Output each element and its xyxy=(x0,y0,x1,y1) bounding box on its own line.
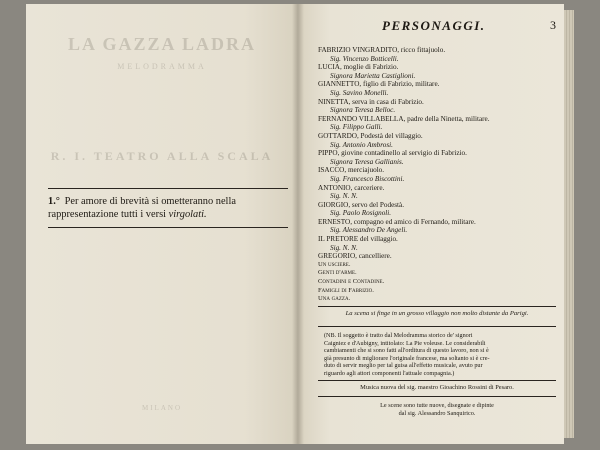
music-credit: Musica nuova del sig. maestro Gioachino Rossini di Pesaro. xyxy=(360,384,514,391)
cast-actor: Signora Teresa Gallianis. xyxy=(330,157,404,166)
cast-actor: Signora Marietta Castiglioni. xyxy=(330,71,416,80)
nb-line: già presunto di migliorare l'originale francese, ma soltanto si è cre- xyxy=(324,354,490,362)
scenery-line-2: dal sig. Alessandro Sanquirico. xyxy=(398,410,476,417)
cast-role: ANTONIO, carceriere. xyxy=(318,183,385,192)
extra-role: Contadini e Contadine. xyxy=(318,278,385,286)
cast-role: GIANNETTO, figlio di Fabrizio, militare. xyxy=(318,80,440,89)
cast-role: PIPPO, giovine contadinello al servigio di Fabrizio. xyxy=(318,149,467,158)
cast-actor: Sig. N. N. xyxy=(330,192,358,201)
nb-line: Caigniez e d'Aubigny, intitolato: La Pie voleuse. Le considerabili xyxy=(324,339,486,347)
note-text-1: Per amore di brevità si ometteranno nella xyxy=(64,196,236,207)
cast-role: GREGORIO, cancelliere. xyxy=(318,252,392,261)
cast-actor: Sig. Vincenzo Botticelli. xyxy=(330,54,399,63)
brevity-note xyxy=(48,188,288,228)
cast-role: ERNESTO, compagno ed amico di Fernando, militare. xyxy=(318,217,476,226)
nb-line: cambiamenti che si sono fatti all'orditura di questo lavoro, non si è xyxy=(324,347,489,355)
cast-list xyxy=(318,46,558,304)
scenery-line-1: Le scene sono tutte nuove, disegnate e dipinte xyxy=(380,402,494,409)
extra-role: Famigli di Fabrizio. xyxy=(318,286,374,294)
faded-theatre: R. I. TEATRO ALLA SCALA xyxy=(50,149,274,163)
open-book xyxy=(6,4,594,444)
book-gutter xyxy=(292,4,304,444)
scenery-credit xyxy=(318,402,556,418)
note-line-2 xyxy=(48,208,288,221)
cast-role: FERNANDO VILLABELLA, padre della Ninetta, militare. xyxy=(318,114,490,123)
cast-role: LUCIA, moglie di Fabrizio. xyxy=(318,63,399,72)
note-line-1 xyxy=(48,195,288,208)
cast-actor: Sig. Paolo Rosignoli. xyxy=(330,209,392,218)
faded-title: LA GAZZA LADRA xyxy=(67,34,257,54)
cast-actor: Sig. Savino Monelli. xyxy=(330,88,389,97)
note-text-2: rappresentazione tutti i versi xyxy=(48,209,167,220)
cast-role: NINETTA, serva in casa di Fabrizio. xyxy=(318,97,424,106)
extra-role: Genti d'arme. xyxy=(318,269,357,277)
nb-line: riguardo agli attori componenti l'attuale compagnia.) xyxy=(324,369,455,377)
extra-role: Una gazza. xyxy=(318,295,351,303)
cast-actor: Sig. Francesco Biscottini. xyxy=(330,174,405,183)
cast-actor: Signora Teresa Belloc. xyxy=(330,106,396,115)
nb-line: duto di servir meglio per tal guisa all'effetto musicale, avuto pur xyxy=(324,362,483,370)
extra-role: Un usciere. xyxy=(318,260,351,268)
page-header xyxy=(298,18,564,38)
page-number: 3 xyxy=(550,18,556,32)
cast-actor: Sig. N. N. xyxy=(330,243,358,252)
page-edges xyxy=(564,10,574,438)
cast-actor: Sig. Antonio Ambrosi. xyxy=(330,140,393,149)
divider xyxy=(318,326,556,327)
cast-role: FABRIZIO VINGRADITO, ricco fittajuolo. xyxy=(318,46,446,54)
cast-role: GOTTARDO, Podestà del villaggio. xyxy=(318,131,423,140)
nb-line: (NB. Il soggetto è tratto dal Melodramma storico de' signori xyxy=(324,332,473,339)
right-page xyxy=(298,4,564,444)
cast-role: GIORGIO, servo del Podestà. xyxy=(318,200,405,209)
page-title: PERSONAGGI. xyxy=(382,18,486,33)
left-page xyxy=(26,4,298,444)
cast-actor: Sig. Alessandro De Angeli. xyxy=(330,226,408,235)
cast-role: ISACCO, merciajuolo. xyxy=(318,166,385,175)
note-emphasis: virgolati. xyxy=(168,209,207,220)
divider xyxy=(318,306,556,307)
divider xyxy=(318,380,556,381)
faded-city: MILANO xyxy=(142,404,182,412)
nb-note xyxy=(324,332,556,378)
cast-role: IL PRETORE del villaggio. xyxy=(318,235,398,244)
scene-note: La scena si finge in un grosso villaggio non molto distante da Parigi. xyxy=(345,310,529,317)
divider xyxy=(318,396,556,397)
cast-actor: Sig. Filippo Galli. xyxy=(330,123,383,132)
faded-subtitle: MELODRAMMA xyxy=(117,62,207,71)
note-marker: 1.° xyxy=(48,196,60,207)
